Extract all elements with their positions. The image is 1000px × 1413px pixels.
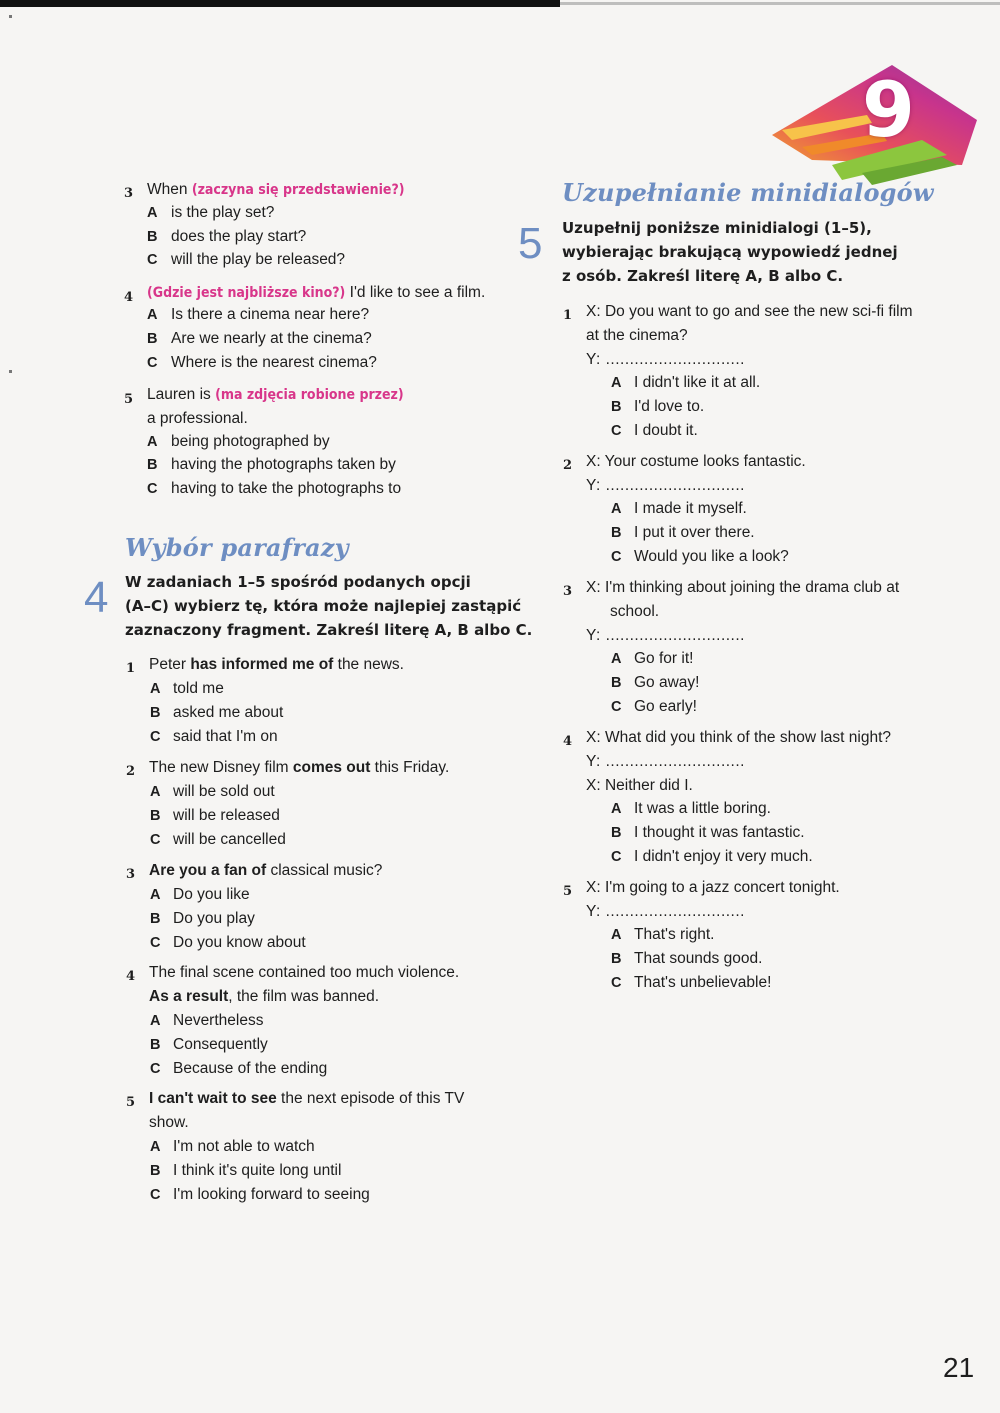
option-text: That sounds good. bbox=[634, 950, 763, 967]
option-text: I put it over there. bbox=[634, 524, 755, 541]
option-text: That's unbelievable! bbox=[634, 974, 772, 991]
item-number: 1 bbox=[563, 308, 573, 323]
option-letter: A bbox=[611, 501, 622, 517]
option-text: being photographed by bbox=[171, 433, 330, 450]
option-text: I'd love to. bbox=[634, 398, 705, 415]
prompt-text: show. bbox=[149, 1114, 189, 1131]
item-prompt-line2 bbox=[149, 1114, 189, 1132]
margin-mark bbox=[9, 15, 12, 18]
exercise-instruction: Uzupełnij poniższe minidialogi (1–5), wybierając brakującą wypowiedź jednej z osób. Zakreśl literę A, B albo C. bbox=[562, 219, 898, 285]
option-text: Go early! bbox=[634, 698, 697, 715]
top-border bbox=[0, 0, 1000, 8]
option-letter: A bbox=[611, 927, 622, 943]
option-text: Nevertheless bbox=[173, 1012, 264, 1029]
answer-blank: Y: ............................. bbox=[586, 477, 745, 494]
option-letter: B bbox=[150, 1037, 161, 1053]
option-letter: A bbox=[150, 1139, 161, 1155]
item-number: 5 bbox=[124, 392, 134, 407]
option-text: does the play start? bbox=[171, 228, 307, 245]
unit-number: 9 bbox=[862, 65, 915, 154]
option-letter: B bbox=[150, 705, 161, 721]
option-text: will the play be released? bbox=[171, 251, 346, 268]
option-letter: C bbox=[150, 935, 161, 951]
option-text: Consequently bbox=[173, 1036, 268, 1053]
item-number: 2 bbox=[563, 458, 573, 473]
option-letter: C bbox=[611, 699, 622, 715]
option-letter: B bbox=[147, 229, 158, 245]
option-letter: B bbox=[147, 457, 158, 473]
option-text: having the photographs taken by bbox=[171, 456, 396, 473]
option-text: Would you like a look? bbox=[634, 548, 789, 565]
option-text: Because of the ending bbox=[173, 1060, 328, 1077]
option-letter: C bbox=[150, 832, 161, 848]
option-text: I'm looking forward to seeing bbox=[173, 1186, 370, 1203]
option-text: I think it's quite long until bbox=[173, 1162, 342, 1179]
prompt-text: the news. bbox=[333, 656, 404, 673]
dialogue-line: at the cinema? bbox=[586, 327, 688, 344]
option-letter: B bbox=[611, 675, 622, 691]
option-letter: C bbox=[611, 849, 622, 865]
emphasized-phrase: comes out bbox=[292, 759, 371, 776]
item-prompt bbox=[149, 862, 382, 880]
item-number: 3 bbox=[563, 584, 573, 599]
item-number: 4 bbox=[124, 290, 134, 305]
emphasized-phrase: As a result bbox=[149, 988, 229, 1005]
item-prompt bbox=[149, 656, 404, 674]
prompt-text: this Friday. bbox=[370, 759, 450, 776]
item-prompt: (Gdzie jest najbliższe kino?) I'd like to see a film. bbox=[147, 284, 486, 301]
option-letter: C bbox=[147, 355, 158, 371]
dialogue-line: X: Your costume looks fantastic. bbox=[586, 453, 806, 470]
option-letter: B bbox=[611, 825, 622, 841]
prompt-text: The final scene contained too much violence. bbox=[149, 964, 460, 981]
answer-blank: Y: ............................. bbox=[586, 903, 745, 920]
section-title: Wybór parafrazy bbox=[125, 533, 349, 562]
option-letter: A bbox=[611, 375, 622, 391]
item-number: 3 bbox=[126, 867, 136, 882]
option-letter: B bbox=[611, 951, 622, 967]
answer-blank: Y: ............................. bbox=[586, 627, 745, 644]
option-letter: C bbox=[611, 423, 622, 439]
exercise-number: 4 bbox=[84, 573, 109, 622]
option-text: I doubt it. bbox=[634, 422, 698, 439]
answer-blank: Y: ............................. bbox=[586, 351, 745, 368]
option-text: will be released bbox=[173, 807, 280, 824]
option-text: That's right. bbox=[634, 926, 715, 943]
item-prompt-line2: a professional. bbox=[147, 410, 248, 427]
item-prompt: Lauren is (ma zdjęcia robione przez) bbox=[147, 386, 404, 403]
option-text: asked me about bbox=[173, 704, 284, 721]
option-letter: B bbox=[150, 1163, 161, 1179]
option-text: I thought it was fantastic. bbox=[634, 824, 805, 841]
item-number: 4 bbox=[563, 734, 573, 749]
option-text: Where is the nearest cinema? bbox=[171, 354, 377, 371]
option-text: is the play set? bbox=[171, 204, 275, 221]
prompt-text: The new Disney film bbox=[149, 759, 293, 776]
dialogue-line: school. bbox=[610, 603, 660, 620]
option-letter: C bbox=[150, 1061, 161, 1077]
option-letter: C bbox=[611, 975, 622, 991]
exercise-number: 5 bbox=[518, 219, 543, 268]
prompt-text: Peter bbox=[149, 656, 191, 673]
margin-mark bbox=[9, 370, 12, 373]
option-letter: A bbox=[147, 434, 158, 450]
option-text: I'm not able to watch bbox=[173, 1138, 315, 1155]
option-text: Go away! bbox=[634, 674, 700, 691]
answer-blank: Y: ............................. bbox=[586, 753, 745, 770]
option-text: will be sold out bbox=[173, 783, 275, 800]
option-text: I made it myself. bbox=[634, 500, 747, 517]
item-number: 4 bbox=[126, 969, 136, 984]
prompt-text: , the film was banned. bbox=[228, 988, 380, 1005]
option-letter: C bbox=[147, 481, 158, 497]
option-text: Do you play bbox=[173, 910, 255, 927]
option-text: I didn't enjoy it very much. bbox=[634, 848, 813, 865]
emphasized-phrase: Are you a fan of bbox=[149, 862, 267, 879]
option-letter: A bbox=[611, 801, 622, 817]
item-number: 5 bbox=[563, 884, 573, 899]
item-prompt bbox=[149, 759, 449, 777]
item-number: 2 bbox=[126, 764, 136, 779]
item-number: 1 bbox=[126, 661, 136, 676]
option-letter: B bbox=[147, 331, 158, 347]
item-prompt: When (zaczyna się przedstawienie?) bbox=[147, 181, 405, 198]
item-prompt bbox=[149, 1090, 464, 1108]
item-prompt-line2 bbox=[149, 988, 379, 1006]
option-letter: C bbox=[147, 252, 158, 268]
dialogue-line: X: Neither did I. bbox=[586, 777, 693, 794]
option-letter: A bbox=[150, 887, 161, 903]
option-letter: B bbox=[150, 911, 161, 927]
option-text: having to take the photographs to bbox=[171, 480, 402, 497]
option-letter: A bbox=[150, 1013, 161, 1029]
prompt-text: the next episode of this TV bbox=[276, 1090, 465, 1107]
option-letter: A bbox=[150, 784, 161, 800]
option-letter: B bbox=[150, 808, 161, 824]
option-letter: A bbox=[147, 205, 158, 221]
option-letter: A bbox=[150, 681, 161, 697]
dialogue-line: X: What did you think of the show last night? bbox=[586, 729, 892, 746]
option-letter: A bbox=[611, 651, 622, 667]
option-letter: C bbox=[611, 549, 622, 565]
option-text: told me bbox=[173, 680, 224, 697]
option-text: will be cancelled bbox=[173, 831, 286, 848]
option-text: I didn't like it at all. bbox=[634, 374, 761, 391]
section-title: Uzupełnianie minidialogów bbox=[562, 178, 934, 207]
page-number: 21 bbox=[943, 1352, 975, 1383]
emphasized-phrase: has informed me of bbox=[190, 656, 334, 673]
option-text: Go for it! bbox=[634, 650, 694, 667]
option-text: said that I'm on bbox=[173, 728, 278, 745]
exercise-instruction: W zadaniach 1–5 spośród podanych opcji (A–C) wybierz tę, która może najlepiej zastąpić zaznaczony fragment. Zakreśl literę A, B albo C. bbox=[125, 573, 533, 639]
option-letter: A bbox=[147, 307, 158, 323]
item-prompt bbox=[149, 964, 459, 982]
item-number: 3 bbox=[124, 186, 134, 201]
option-letter: C bbox=[150, 729, 161, 745]
option-text: Do you like bbox=[173, 886, 250, 903]
option-text: It was a little boring. bbox=[634, 800, 771, 817]
option-letter: B bbox=[611, 399, 622, 415]
emphasized-phrase: I can't wait to see bbox=[149, 1090, 277, 1107]
option-text: Is there a cinema near here? bbox=[171, 306, 370, 323]
item-number: 5 bbox=[126, 1095, 136, 1110]
dialogue-line: X: I'm thinking about joining the drama club at bbox=[586, 579, 900, 596]
prompt-text: classical music? bbox=[266, 862, 383, 879]
option-letter: C bbox=[150, 1187, 161, 1203]
option-text: Do you know about bbox=[173, 934, 306, 951]
dialogue-line: X: I'm going to a jazz concert tonight. bbox=[586, 879, 840, 896]
option-text: Are we nearly at the cinema? bbox=[171, 330, 372, 347]
dialogue-line: X: Do you want to go and see the new sci-fi film bbox=[586, 303, 913, 320]
option-letter: B bbox=[611, 525, 622, 541]
